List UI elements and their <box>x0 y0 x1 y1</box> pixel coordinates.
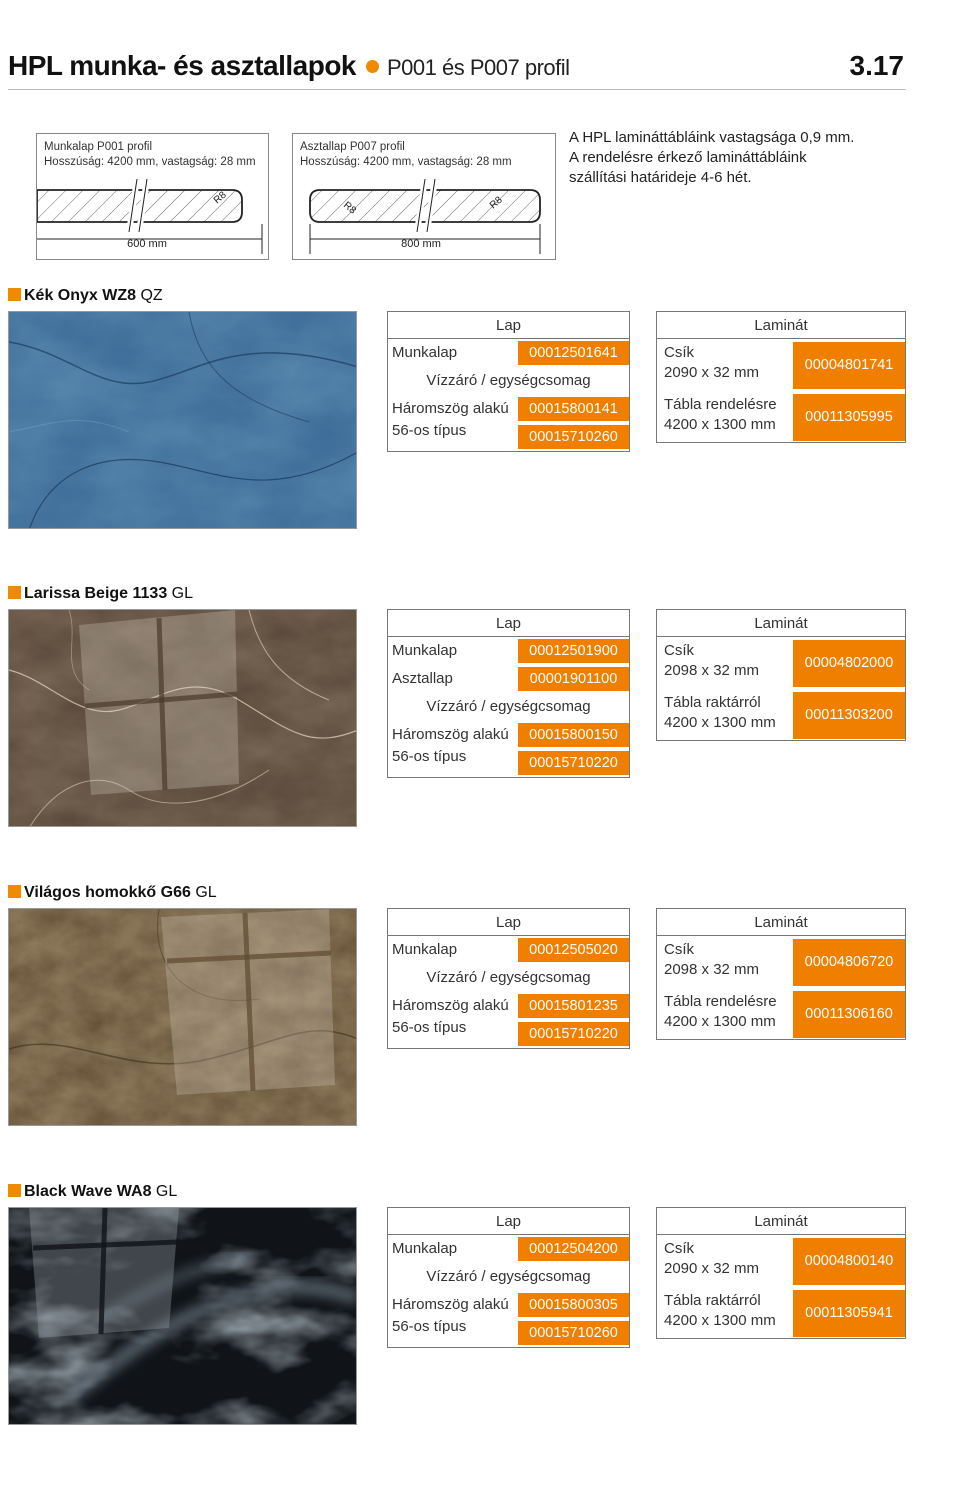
section-finish: GL <box>171 585 194 602</box>
profile-p001-radius: R8 <box>211 189 229 207</box>
lap-header: Lap <box>388 610 629 637</box>
munkalap-row <box>388 637 629 665</box>
orange-square-icon <box>8 288 21 301</box>
section-finish: QZ <box>140 287 163 304</box>
strip-row <box>657 340 905 392</box>
strip-size: 2098 x 32 mm <box>664 961 760 978</box>
triangle-label: Háromszög alakú <box>392 997 509 1014</box>
page-header <box>8 48 906 90</box>
munkalap-row <box>388 339 629 367</box>
profile-p007-radius-left: R8 <box>341 199 358 217</box>
laminat-header: Laminát <box>657 1208 905 1235</box>
sheet-code: 00011306160 <box>793 991 905 1038</box>
orange-square-icon <box>8 885 21 898</box>
profile-p001-drawing <box>37 134 270 261</box>
lap-header: Lap <box>388 312 629 339</box>
vizzaro-row <box>388 1263 629 1291</box>
type-code: 00015710220 <box>518 751 629 775</box>
strip-label: Csík <box>664 344 694 361</box>
sheet-size: 4200 x 1300 mm <box>664 416 776 433</box>
vizzaro-row <box>388 367 629 395</box>
product-section-black-wave <box>8 1183 906 1453</box>
strip-label: Csík <box>664 642 694 659</box>
profile-p007-dimensions: Hosszúság: 4200 mm, vastagság: 28 mm <box>300 156 512 168</box>
munkalap-label: Munkalap <box>392 642 458 659</box>
profile-p001-name: Munkalap P001 profil <box>44 141 153 153</box>
vizzaro-codes <box>388 1291 629 1347</box>
vizzaro-row <box>388 964 629 992</box>
vizzaro-row <box>388 693 629 721</box>
type-label: 56-os típus <box>392 1318 467 1335</box>
section-title <box>8 1183 177 1201</box>
section-finish: GL <box>155 1183 178 1200</box>
asztallap-code: 00001901100 <box>518 667 629 691</box>
strip-label: Csík <box>664 941 694 958</box>
strip-row <box>657 937 905 989</box>
sheet-label: Tábla rendelésre <box>664 993 777 1010</box>
bullet-dot-icon <box>366 60 379 73</box>
profile-p007-box <box>292 133 556 260</box>
sheet-label: Tábla raktárról <box>664 1292 761 1309</box>
black-wave-swatch-image <box>8 1207 357 1425</box>
strip-code: 00004802000 <box>793 640 905 687</box>
laminat-table <box>656 1207 906 1339</box>
page-subtitle: P001 és P007 profil <box>387 55 570 80</box>
munkalap-code: 00012505020 <box>518 938 629 962</box>
laminate-note <box>569 128 854 188</box>
section-name: Világos homokkő G66 <box>24 884 191 901</box>
strip-size: 2090 x 32 mm <box>664 1260 760 1277</box>
sandstone-swatch-image <box>8 908 357 1126</box>
sheet-size: 4200 x 1300 mm <box>664 1312 776 1329</box>
lap-header: Lap <box>388 1208 629 1235</box>
triangle-code: 00015801235 <box>518 994 629 1018</box>
sheet-label: Tábla raktárról <box>664 694 761 711</box>
type-code: 00015710220 <box>518 1022 629 1046</box>
note-line-2: A rendelésre érkező lamináttábláink <box>569 149 807 166</box>
product-section-vilagos-homokko <box>8 884 906 1154</box>
section-title <box>8 884 217 902</box>
munkalap-code: 00012501900 <box>518 639 629 663</box>
sheet-label: Tábla rendelésre <box>664 396 777 413</box>
lap-table <box>387 908 630 1049</box>
munkalap-label: Munkalap <box>392 941 458 958</box>
type-label: 56-os típus <box>392 422 467 439</box>
vizzaro-codes <box>388 721 629 777</box>
laminat-header: Laminát <box>657 909 905 936</box>
asztallap-label: Asztallap <box>392 670 453 687</box>
brown-marble-swatch-image <box>8 609 357 827</box>
asztallap-row <box>388 665 629 693</box>
sheet-size: 4200 x 1300 mm <box>664 1013 776 1030</box>
orange-square-icon <box>8 586 21 599</box>
section-name: Black Wave WA8 <box>24 1183 152 1200</box>
section-name: Kék Onyx WZ8 <box>24 287 137 304</box>
triangle-label: Háromszög alakú <box>392 400 509 417</box>
note-line-1: A HPL lamináttábláink vastagsága 0,9 mm. <box>569 129 855 146</box>
profile-p007-radius-right: R8 <box>487 194 505 212</box>
strip-size: 2090 x 32 mm <box>664 364 760 381</box>
strip-code: 00004806720 <box>793 939 905 986</box>
type-label: 56-os típus <box>392 1019 467 1036</box>
section-name: Larissa Beige 1133 <box>24 585 168 602</box>
triangle-code: 00015800150 <box>518 723 629 747</box>
note-line-3: szállítási határideje 4-6 hét. <box>569 169 752 186</box>
sheet-row <box>657 690 905 742</box>
munkalap-label: Munkalap <box>392 344 458 361</box>
section-title <box>8 287 163 305</box>
lap-header: Lap <box>388 909 629 936</box>
sheet-row <box>657 392 905 444</box>
strip-code: 00004801741 <box>793 342 905 389</box>
type-code: 00015710260 <box>518 425 629 449</box>
triangle-code: 00015800305 <box>518 1293 629 1317</box>
profile-p007-drawing <box>293 134 557 261</box>
sheet-row <box>657 1288 905 1340</box>
profile-p001-dimensions: Hosszúság: 4200 mm, vastagság: 28 mm <box>44 156 256 168</box>
laminat-header: Laminát <box>657 312 905 339</box>
sheet-code: 00011303200 <box>793 692 905 739</box>
vizzaro-label: Vízzáró / egységcsomag <box>426 372 591 389</box>
laminat-table <box>656 908 906 1040</box>
page-number: 3.17 <box>849 50 904 81</box>
sheet-code: 00011305941 <box>793 1290 905 1337</box>
vizzaro-codes <box>388 395 629 451</box>
vizzaro-label: Vízzáró / egységcsomag <box>426 698 591 715</box>
orange-square-icon <box>8 1184 21 1197</box>
product-section-larissa-beige <box>8 585 906 855</box>
strip-row <box>657 638 905 690</box>
strip-row <box>657 1236 905 1288</box>
munkalap-code: 00012501641 <box>518 341 629 365</box>
profile-p001-width: 600 mm <box>127 238 167 250</box>
lap-table <box>387 609 630 778</box>
strip-code: 00004800140 <box>793 1238 905 1285</box>
vizzaro-label: Vízzáró / egységcsomag <box>426 969 591 986</box>
product-section-kek-onyx <box>8 287 906 557</box>
profile-p001-box <box>36 133 269 260</box>
triangle-label: Háromszög alakú <box>392 726 509 743</box>
sheet-size: 4200 x 1300 mm <box>664 714 776 731</box>
profile-p007-name: Asztallap P007 profil <box>300 141 405 153</box>
section-finish: GL <box>195 884 217 901</box>
section-title <box>8 585 193 603</box>
strip-label: Csík <box>664 1240 694 1257</box>
blue-onyx-swatch-image <box>8 311 357 529</box>
sheet-row <box>657 989 905 1041</box>
strip-size: 2098 x 32 mm <box>664 662 760 679</box>
munkalap-code: 00012504200 <box>518 1237 629 1261</box>
munkalap-label: Munkalap <box>392 1240 458 1257</box>
vizzaro-codes <box>388 992 629 1048</box>
lap-table <box>387 311 630 452</box>
page-title <box>8 50 570 82</box>
profile-p007-width: 800 mm <box>401 238 441 250</box>
triangle-label: Háromszög alakú <box>392 1296 509 1313</box>
laminat-header: Laminát <box>657 610 905 637</box>
vizzaro-label: Vízzáró / egységcsomag <box>426 1268 591 1285</box>
lap-table <box>387 1207 630 1348</box>
type-code: 00015710260 <box>518 1321 629 1345</box>
triangle-code: 00015800141 <box>518 397 629 421</box>
sheet-code: 00011305995 <box>793 394 905 441</box>
laminat-table <box>656 311 906 443</box>
munkalap-row <box>388 936 629 964</box>
title-text: HPL munka- és asztallapok <box>8 50 356 81</box>
laminat-table <box>656 609 906 741</box>
type-label: 56-os típus <box>392 748 467 765</box>
munkalap-row <box>388 1235 629 1263</box>
